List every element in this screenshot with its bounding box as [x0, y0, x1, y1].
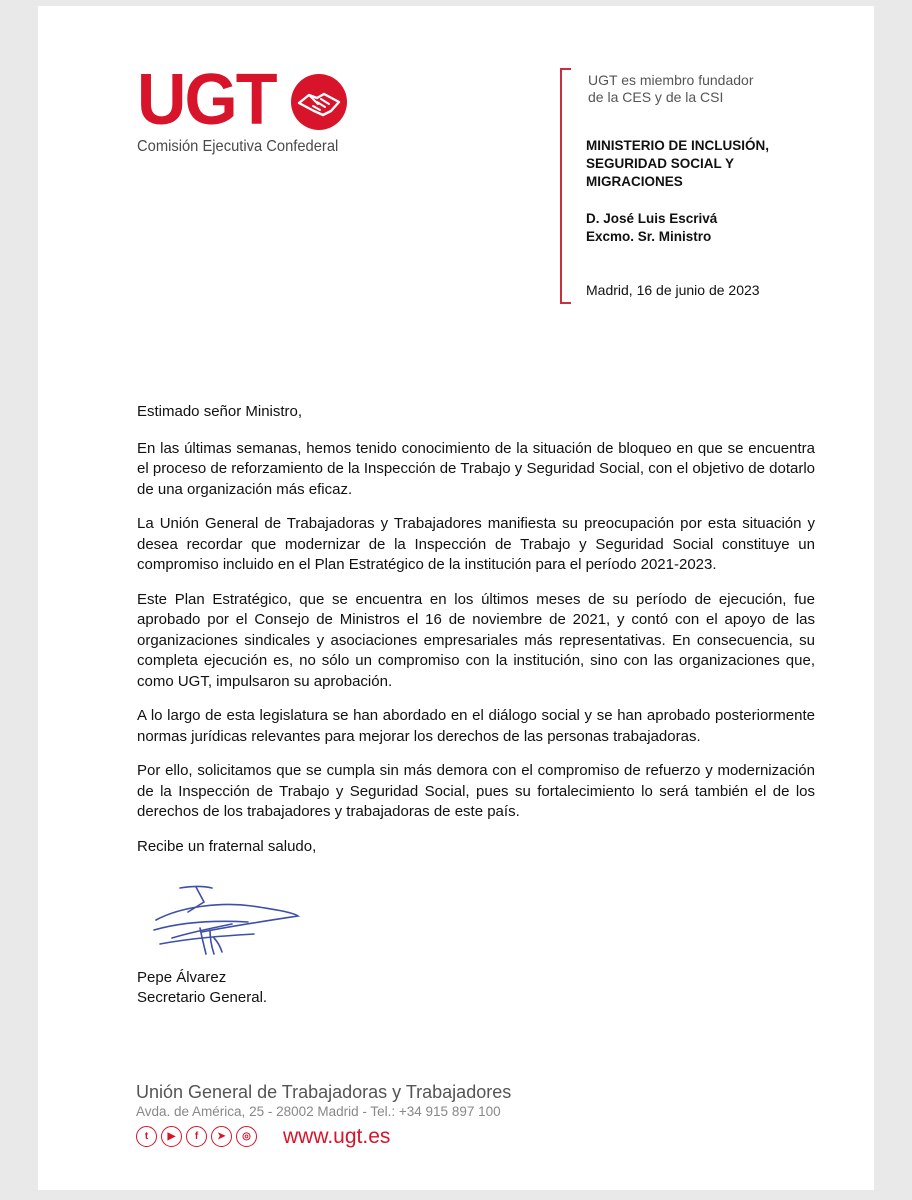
recipient-org-line-2: SEGURIDAD SOCIAL Y [586, 156, 735, 171]
signer-role: Secretario General. [137, 989, 268, 1006]
paragraph: A lo largo de esta legislatura se han abordado en el diálogo social y se han aprobado posteriormente normas jurídicas relevantes para mejorar los derechos de las personas trabajadoras. [137, 707, 815, 745]
recipient-organization [586, 137, 769, 191]
membership-line-2: de la CES y de la CSI [588, 89, 724, 105]
paragraph: En las últimas semanas, hemos tenido conocimiento de la situación de bloqueo en que se encuentra el proceso de reforzamiento de la Inspección de Trabajo y Seguridad Social, con el objetivo de dotarlo de una organización más eficaz. [137, 439, 815, 498]
membership-note [588, 72, 753, 106]
recipient-org-line-1: MINISTERIO DE INCLUSIÓN, [586, 138, 770, 153]
recipient-title: Excmo. Sr. Ministro [586, 229, 712, 244]
letter-date: Madrid, 16 de junio de 2023 [586, 282, 760, 298]
paragraph: Este Plan Estratégico, que se encuentra en los últimos meses de su período de ejecución, fue aprobado por el Consejo de Ministros el 16 de noviembre de 2021, y contó con el apoyo de las organizaciones sindicales y asociaciones empresariales más representativas. En consecuencia, su completa ejecución es, no sólo un compromiso con la institución, sino con las organizaciones que, como UGT, impulsaron su aprobación. [137, 590, 815, 690]
telegram-icon[interactable]: ➤ [211, 1126, 232, 1147]
greeting: Estimado señor Ministro, [137, 403, 303, 420]
signer-block [137, 968, 267, 1008]
paragraph: Por ello, solicitamos que se cumpla sin más demora con el compromiso de refuerzo y modernización de la Inspección de Trabajo y Seguridad Social, pues su fortalecimiento lo será también el de los derechos de los trabajadores y trabajadoras de este país. [137, 762, 815, 820]
signature-icon [152, 882, 302, 958]
letter-body [137, 402, 815, 871]
footer-organization: Unión General de Trabajadoras y Trabajadores [136, 1082, 512, 1102]
instagram-icon[interactable]: ◎ [236, 1126, 257, 1147]
social-links [136, 1126, 257, 1147]
closing: Recibe un fraternal saludo, [137, 837, 317, 855]
recipient-person [586, 210, 717, 246]
handshake-logo-icon [290, 73, 348, 131]
facebook-icon[interactable]: f [186, 1126, 207, 1147]
ugt-logo-text: UGT [137, 60, 276, 140]
youtube-icon[interactable]: ▶ [161, 1126, 182, 1147]
twitter-icon[interactable]: t [136, 1126, 157, 1147]
letter-page [38, 6, 874, 1190]
address-bracket [560, 68, 571, 304]
signer-name: Pepe Álvarez [137, 969, 227, 986]
footer-address: Avda. de América, 25 - 28002 Madrid - Tel.: +34 915 897 100 [136, 1104, 501, 1119]
membership-line-1: UGT es miembro fundador [588, 72, 754, 88]
recipient-org-line-3: MIGRACIONES [586, 174, 683, 189]
paragraph: La Unión General de Trabajadoras y Trabajadores manifiesta su preocupación por esta situación y desea recordar que modernizar de la Inspección de Trabajo y Seguridad Social constituye un compromiso incluido en el Plan Estratégico de la institución para el período 2021-2023. [137, 515, 815, 573]
website-link[interactable]: www.ugt.es [283, 1125, 391, 1148]
recipient-name: D. José Luis Escrivá [586, 211, 718, 226]
logo-subtitle: Comisión Ejecutiva Confederal [137, 138, 339, 155]
